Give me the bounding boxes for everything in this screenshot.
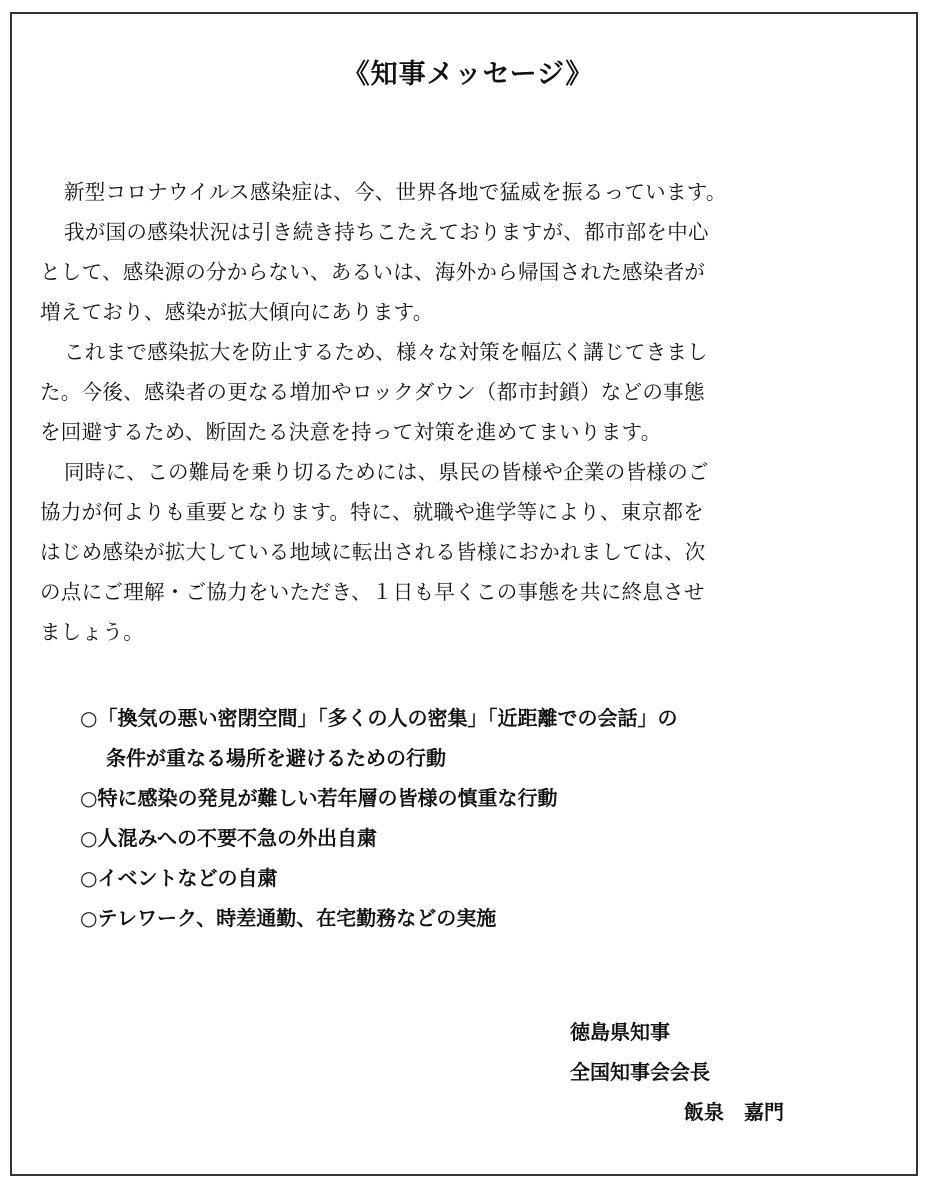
signature-name: 飯泉 嘉門: [684, 1100, 784, 1124]
body-line: 増えており、感染が拡大傾向にあります。: [40, 300, 434, 324]
body-line: 同時に、この難局を乗り切るためには、県民の皆様や企業の皆様のご: [64, 460, 709, 484]
body-line: 新型コロナウイルス感染症は、今、世界各地で猛威を振るっています。: [64, 180, 727, 204]
body-line: 我が国の感染状況は引き続き持ちこたえておりますが、都市部を中心: [64, 220, 709, 244]
request-item: ○人混みへの不要不急の外出自粛: [80, 826, 378, 850]
signature-title-governor: 徳島県知事: [570, 1020, 670, 1044]
body-line: の点にご理解・ご協力をいただき、１日も早くこの事態を共に終息させ: [40, 580, 705, 604]
request-item: ○「換気の悪い密閉空間」「多くの人の密集」「近距離での会話」の: [80, 706, 678, 730]
request-item: ○イベントなどの自粛: [80, 866, 278, 890]
body-line: はじめ感染が拡大している地域に転出される皆様におかれましては、次: [40, 540, 706, 564]
body-line: として、感染源の分からない、あるいは、海外から帰国された感染者が: [40, 260, 706, 284]
request-item-continuation: 条件が重なる場所を避けるための行動: [106, 746, 446, 770]
body-line: これまで感染拡大を防止するため、様々な対策を幅広く講じてきまし: [64, 340, 708, 364]
request-list: [80, 698, 900, 938]
message-body: [40, 172, 890, 652]
body-line: ましょう。: [40, 620, 144, 644]
message-title: 《知事メッセージ》: [342, 59, 594, 90]
signature-title-association: 全国知事会会長: [570, 1060, 710, 1084]
body-line: 協力が何よりも重要となります。特に、就職や進学等により、東京都を: [40, 500, 704, 524]
request-item: ○特に感染の発見が難しい若年層の皆様の慎重な行動: [80, 786, 558, 810]
signature-block: [570, 1012, 870, 1132]
body-line: を回避するため、断固たる決意を持って対策を進めてまいります。: [40, 420, 662, 444]
body-line: た。今後、感染者の更なる増加やロックダウン（都市封鎖）などの事態: [40, 380, 705, 404]
request-item: ○テレワーク、時差通勤、在宅勤務などの実施: [80, 906, 497, 930]
